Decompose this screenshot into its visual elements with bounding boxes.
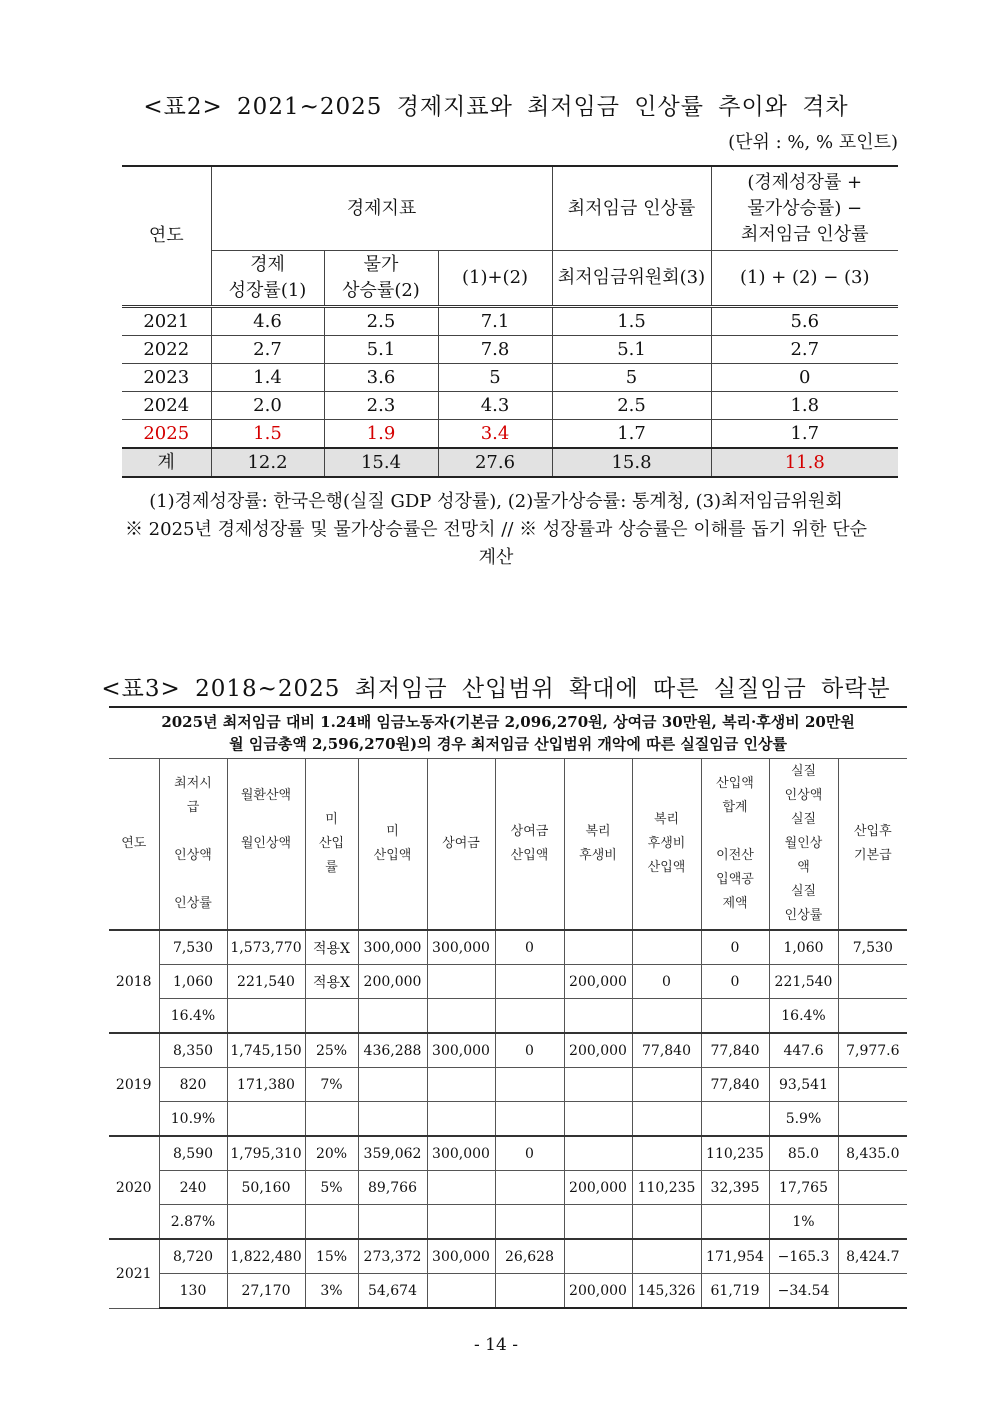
h-nonincl-rate bbox=[305, 759, 358, 931]
h-bonus-incl bbox=[495, 759, 564, 931]
cell-value: 2.7 bbox=[711, 336, 898, 364]
cell-value bbox=[358, 1068, 427, 1102]
caption-line1: 2025년 최저임금 대비 1.24배 임금노동자(기본금 2,096,270원, 상여금 30만원, 복리·후생비 20만원 bbox=[161, 713, 855, 731]
cell-value: −34.54 bbox=[769, 1274, 838, 1309]
cell-total: 11.8 bbox=[711, 448, 898, 477]
cell-year: 2021 bbox=[122, 307, 211, 336]
h-rr-l2: 인상액 bbox=[784, 788, 823, 803]
table-row bbox=[109, 1205, 907, 1240]
cell-year: 2018 bbox=[109, 930, 159, 1033]
cell-value: 300,000 bbox=[358, 930, 427, 965]
cell-value: 54,674 bbox=[358, 1274, 427, 1309]
h-welfare bbox=[564, 759, 632, 931]
table3-caption bbox=[109, 707, 907, 759]
cell-value bbox=[427, 1102, 495, 1137]
h-w-l2: 후생비 bbox=[579, 848, 617, 863]
h-hourly-l1: 최저시 bbox=[174, 776, 212, 791]
cell-value: 적용X bbox=[305, 965, 358, 999]
cell-value: 200,000 bbox=[564, 1033, 632, 1068]
cell-value: 2.5 bbox=[324, 307, 438, 336]
table-row-total bbox=[122, 448, 898, 477]
h-nir-l2: 산입 bbox=[318, 836, 345, 851]
cell-value: 5.6 bbox=[711, 307, 898, 336]
h-it-l4: 입액공 bbox=[716, 872, 754, 887]
h-monthly-l2: 월인상액 bbox=[240, 836, 292, 851]
table-row bbox=[122, 420, 898, 449]
header-gap bbox=[711, 166, 898, 251]
cell-value: 3.4 bbox=[438, 420, 552, 449]
cell-value: 1,573,770 bbox=[227, 930, 305, 965]
cell-value bbox=[701, 1102, 769, 1137]
cell-value: 89,766 bbox=[358, 1171, 427, 1205]
cell-value bbox=[495, 1274, 564, 1309]
cell-value bbox=[632, 1102, 701, 1137]
cell-total: 27.6 bbox=[438, 448, 552, 477]
h-hourly-wage bbox=[159, 759, 227, 931]
h-wi-l3: 산입액 bbox=[647, 860, 686, 875]
cell-value: 17,765 bbox=[769, 1171, 838, 1205]
cell-year: 2022 bbox=[122, 336, 211, 364]
real-wage-table bbox=[109, 706, 907, 1309]
cell-value: 1,822,480 bbox=[227, 1239, 305, 1274]
cell-value: 0 bbox=[495, 930, 564, 965]
cell-value: 171,954 bbox=[701, 1239, 769, 1274]
table-row bbox=[109, 1171, 907, 1205]
cell-value bbox=[227, 1102, 305, 1137]
header-gap-line2: 물가상승률) − bbox=[747, 197, 863, 219]
cell-value: 145,326 bbox=[632, 1274, 701, 1309]
cell-value bbox=[305, 1205, 358, 1240]
h-nir-l3: 률 bbox=[325, 860, 338, 875]
table-row bbox=[109, 930, 907, 965]
cell-value: 5.1 bbox=[552, 336, 711, 364]
cell-value bbox=[495, 1171, 564, 1205]
cell-value: 8,350 bbox=[159, 1033, 227, 1068]
cell-value: 447.6 bbox=[769, 1033, 838, 1068]
cell-value bbox=[838, 1274, 907, 1309]
cell-value: 0 bbox=[495, 1136, 564, 1171]
cell-value: 20% bbox=[305, 1136, 358, 1171]
cell-value: 1,060 bbox=[769, 930, 838, 965]
cell-value bbox=[427, 965, 495, 999]
header-year: 연도 bbox=[122, 166, 211, 307]
cell-value: 8,590 bbox=[159, 1136, 227, 1171]
cell-value bbox=[305, 999, 358, 1034]
cell-year: 2020 bbox=[109, 1136, 159, 1239]
cell-total: 12.2 bbox=[211, 448, 324, 477]
header-growth-line1: 경제 bbox=[250, 254, 285, 275]
cell-value: 0 bbox=[711, 364, 898, 392]
cell-value: 15% bbox=[305, 1239, 358, 1274]
cell-value: 7,977.6 bbox=[838, 1033, 907, 1068]
table-row bbox=[122, 392, 898, 420]
header-inflation-line1: 물가 bbox=[363, 254, 399, 275]
cell-value: 0 bbox=[495, 1033, 564, 1068]
cell-value: 93,541 bbox=[769, 1068, 838, 1102]
cell-value: 240 bbox=[159, 1171, 227, 1205]
h-hourly-l3: 인상액 bbox=[174, 848, 212, 863]
cell-value: 110,235 bbox=[632, 1171, 701, 1205]
cell-value: 25% bbox=[305, 1033, 358, 1068]
cell-value: 85.0 bbox=[769, 1136, 838, 1171]
cell-value bbox=[495, 1068, 564, 1102]
table-row bbox=[109, 1068, 907, 1102]
h-monthly-l1: 월환산액 bbox=[240, 788, 292, 803]
cell-value bbox=[427, 1068, 495, 1102]
h-nia-l1: 미 bbox=[386, 824, 399, 839]
cell-value bbox=[227, 999, 305, 1034]
cell-value: 적용X bbox=[305, 930, 358, 965]
cell-value: 1,745,150 bbox=[227, 1033, 305, 1068]
cell-value bbox=[701, 1205, 769, 1240]
table-row bbox=[109, 1033, 907, 1068]
cell-value bbox=[495, 965, 564, 999]
cell-value: 77,840 bbox=[701, 1068, 769, 1102]
cell-value bbox=[358, 1102, 427, 1137]
cell-value: 50,160 bbox=[227, 1171, 305, 1205]
table-row bbox=[109, 1102, 907, 1137]
cell-value: 1.5 bbox=[211, 420, 324, 449]
cell-value: 221,540 bbox=[769, 965, 838, 999]
h-ba-l1: 산입후 bbox=[853, 824, 892, 839]
h-welfare-incl bbox=[632, 759, 701, 931]
cell-value: 130 bbox=[159, 1274, 227, 1309]
cell-value: 8,720 bbox=[159, 1239, 227, 1274]
cell-value: 0 bbox=[632, 965, 701, 999]
cell-value bbox=[838, 999, 907, 1034]
cell-value: 5.9% bbox=[769, 1102, 838, 1137]
cell-value: 1.4 bbox=[211, 364, 324, 392]
h-hourly-l4: 인상률 bbox=[174, 896, 212, 911]
cell-value: 7.1 bbox=[438, 307, 552, 336]
h-rr-l3: 실질 bbox=[790, 812, 817, 827]
cell-year: 2024 bbox=[122, 392, 211, 420]
cell-value: 7,530 bbox=[159, 930, 227, 965]
h-it-l5: 제액 bbox=[722, 896, 748, 911]
cell-value: 32,395 bbox=[701, 1171, 769, 1205]
cell-value bbox=[838, 1171, 907, 1205]
cell-total: 15.8 bbox=[552, 448, 711, 477]
h-rr-l1: 실질 bbox=[790, 764, 817, 779]
cell-value: 2.7 bbox=[211, 336, 324, 364]
cell-value: 300,000 bbox=[427, 1033, 495, 1068]
cell-value: 2.87% bbox=[159, 1205, 227, 1240]
cell-value: 77,840 bbox=[632, 1033, 701, 1068]
cell-value bbox=[632, 930, 701, 965]
table-row bbox=[109, 999, 907, 1034]
cell-value: 5% bbox=[305, 1171, 358, 1205]
table-row bbox=[122, 307, 898, 336]
cell-value: 0 bbox=[701, 965, 769, 999]
cell-value: 300,000 bbox=[427, 930, 495, 965]
cell-value: 7% bbox=[305, 1068, 358, 1102]
cell-value: 8,424.7 bbox=[838, 1239, 907, 1274]
cell-value: 300,000 bbox=[427, 1136, 495, 1171]
cell-total: 15.4 bbox=[324, 448, 438, 477]
cell-value: 200,000 bbox=[564, 1171, 632, 1205]
cell-value: 1,060 bbox=[159, 965, 227, 999]
cell-year: 2019 bbox=[109, 1033, 159, 1136]
h-wi-l2: 후생비 bbox=[647, 836, 686, 851]
cell-value bbox=[632, 1068, 701, 1102]
cell-value: 16.4% bbox=[159, 999, 227, 1034]
cell-value: 359,062 bbox=[358, 1136, 427, 1171]
cell-value: 200,000 bbox=[564, 965, 632, 999]
cell-value bbox=[495, 1102, 564, 1137]
h-w-l1: 복리 bbox=[585, 824, 611, 839]
header-gap-line3: 최저임금 인상률 bbox=[741, 223, 869, 245]
cell-value bbox=[632, 1205, 701, 1240]
h-rr-l4: 월인상 bbox=[784, 836, 823, 851]
table-row bbox=[122, 336, 898, 364]
economic-indicator-table bbox=[122, 165, 898, 478]
header-inflation-line2: 상승률(2) bbox=[342, 280, 420, 301]
h-bi-l1: 상여금 bbox=[510, 824, 549, 839]
cell-value: 110,235 bbox=[701, 1136, 769, 1171]
table2-unit: (단위 : %, % 포인트) bbox=[728, 132, 898, 153]
cell-value: 1.9 bbox=[324, 420, 438, 449]
table-row bbox=[109, 1136, 907, 1171]
h-bonus: 상여금 bbox=[427, 759, 495, 931]
cell-value bbox=[838, 1205, 907, 1240]
cell-value bbox=[427, 1274, 495, 1309]
cell-value bbox=[564, 1136, 632, 1171]
cell-value: 1.5 bbox=[552, 307, 711, 336]
h-wi-l1: 복리 bbox=[653, 812, 680, 827]
cell-value: 4.3 bbox=[438, 392, 552, 420]
cell-value: 3.6 bbox=[324, 364, 438, 392]
cell-value: 16.4% bbox=[769, 999, 838, 1034]
cell-value bbox=[495, 999, 564, 1034]
cell-value: 1% bbox=[769, 1205, 838, 1240]
cell-total-label: 계 bbox=[122, 448, 211, 477]
header-gap-line1: (경제성장률 + bbox=[747, 171, 863, 193]
cell-value bbox=[564, 1205, 632, 1240]
cell-value: 7,530 bbox=[838, 930, 907, 965]
cell-value bbox=[427, 1171, 495, 1205]
table-row bbox=[109, 965, 907, 999]
table3-title: <표3> 2018~2025 최저임금 산입범위 확대에 따른 실질임금 하락분 bbox=[101, 676, 891, 702]
cell-value: 26,628 bbox=[495, 1239, 564, 1274]
cell-value bbox=[838, 1102, 907, 1137]
cell-value: 300,000 bbox=[427, 1239, 495, 1274]
cell-value bbox=[564, 1102, 632, 1137]
table-row bbox=[109, 1274, 907, 1309]
cell-value: 2.3 bbox=[324, 392, 438, 420]
cell-value bbox=[632, 1239, 701, 1274]
h-it-l3: 이전산 bbox=[716, 848, 754, 863]
table-row bbox=[122, 364, 898, 392]
cell-value: 27,170 bbox=[227, 1274, 305, 1309]
cell-value: 7.8 bbox=[438, 336, 552, 364]
cell-value bbox=[701, 999, 769, 1034]
h-ba-l2: 기본급 bbox=[853, 848, 892, 863]
h-bi-l2: 산입액 bbox=[510, 848, 549, 863]
cell-value bbox=[495, 1205, 564, 1240]
cell-value bbox=[564, 1068, 632, 1102]
cell-value bbox=[564, 930, 632, 965]
cell-value bbox=[227, 1205, 305, 1240]
table-row bbox=[109, 1239, 907, 1274]
cell-value bbox=[358, 999, 427, 1034]
h-nonincl-amount bbox=[358, 759, 427, 931]
cell-value bbox=[305, 1102, 358, 1137]
cell-value: 273,372 bbox=[358, 1239, 427, 1274]
cell-value: 171,380 bbox=[227, 1068, 305, 1102]
cell-value bbox=[427, 1205, 495, 1240]
cell-value: 820 bbox=[159, 1068, 227, 1102]
h-year: 연도 bbox=[109, 759, 159, 931]
h-it-l2: 합계 bbox=[722, 800, 748, 815]
cell-value: 2.0 bbox=[211, 392, 324, 420]
cell-value: 1.7 bbox=[711, 420, 898, 449]
header-commission: 최저임금위원회(3) bbox=[552, 251, 711, 307]
cell-value: 5 bbox=[552, 364, 711, 392]
cell-year: 2023 bbox=[122, 364, 211, 392]
cell-value: 2.5 bbox=[552, 392, 711, 420]
header-growth-line2: 성장률(1) bbox=[228, 280, 307, 301]
cell-value: 10.9% bbox=[159, 1102, 227, 1137]
cell-year: 2021 bbox=[109, 1239, 159, 1308]
cell-value: 5 bbox=[438, 364, 552, 392]
cell-value bbox=[838, 965, 907, 999]
cell-value: 8,435.0 bbox=[838, 1136, 907, 1171]
cell-value: 221,540 bbox=[227, 965, 305, 999]
header-minwage-rate: 최저임금 인상률 bbox=[552, 166, 711, 251]
h-it-l1: 산입액 bbox=[716, 776, 754, 791]
header-growth-rate bbox=[211, 251, 324, 307]
table2-title: <표2> 2021~2025 경제지표와 최저임금 인상률 추이와 격차 bbox=[143, 94, 849, 120]
cell-value: 200,000 bbox=[358, 965, 427, 999]
cell-value: 77,840 bbox=[701, 1033, 769, 1068]
note-forecast-cont: 계산 bbox=[478, 547, 514, 568]
cell-value: 4.6 bbox=[211, 307, 324, 336]
h-real-raise bbox=[769, 759, 838, 931]
h-incl-total bbox=[701, 759, 769, 931]
cell-value bbox=[632, 999, 701, 1034]
table2-notes bbox=[0, 488, 992, 572]
h-nia-l2: 산입액 bbox=[373, 848, 412, 863]
cell-value: 61,719 bbox=[701, 1274, 769, 1309]
cell-value: −165.3 bbox=[769, 1239, 838, 1274]
header-economic-indicators: 경제지표 bbox=[211, 166, 552, 251]
cell-value bbox=[564, 1239, 632, 1274]
cell-value bbox=[358, 1205, 427, 1240]
cell-value: 0 bbox=[701, 930, 769, 965]
h-rr-l6: 실질 bbox=[790, 884, 817, 899]
header-formula: (1) + (2) − (3) bbox=[711, 251, 898, 307]
cell-value: 1,795,310 bbox=[227, 1136, 305, 1171]
h-monthly bbox=[227, 759, 305, 931]
header-sum: (1)+(2) bbox=[438, 251, 552, 307]
h-rr-l5: 액 bbox=[797, 860, 810, 875]
h-hourly-l2: 급 bbox=[186, 800, 200, 815]
cell-value bbox=[632, 1136, 701, 1171]
cell-value bbox=[838, 1068, 907, 1102]
h-base-after bbox=[838, 759, 907, 931]
page-number: - 14 - bbox=[474, 1335, 518, 1355]
note-forecast: ※ 2025년 경제성장률 및 물가상승률은 전망치 // ※ 성장률과 상승률은 이해를 돕기 위한 단순 bbox=[124, 519, 868, 540]
h-rr-l7: 인상률 bbox=[784, 908, 823, 923]
cell-year: 2025 bbox=[122, 420, 211, 449]
cell-value: 200,000 bbox=[564, 1274, 632, 1309]
caption-line2: 월 임금총액 2,596,270원)의 경우 최저임금 산입범위 개악에 따른 실질임금 인상률 bbox=[229, 735, 787, 753]
note-sources: (1)경제성장률: 한국은행(실질 GDP 성장률), (2)물가상승률: 통계청, (3)최저임금위원회 bbox=[149, 491, 843, 512]
cell-value: 1.8 bbox=[711, 392, 898, 420]
cell-value: 5.1 bbox=[324, 336, 438, 364]
cell-value: 436,288 bbox=[358, 1033, 427, 1068]
cell-value bbox=[427, 999, 495, 1034]
h-nir-l1: 미 bbox=[325, 812, 338, 827]
cell-value: 1.7 bbox=[552, 420, 711, 449]
header-inflation-rate bbox=[324, 251, 438, 307]
cell-value bbox=[564, 999, 632, 1034]
cell-value: 3% bbox=[305, 1274, 358, 1309]
